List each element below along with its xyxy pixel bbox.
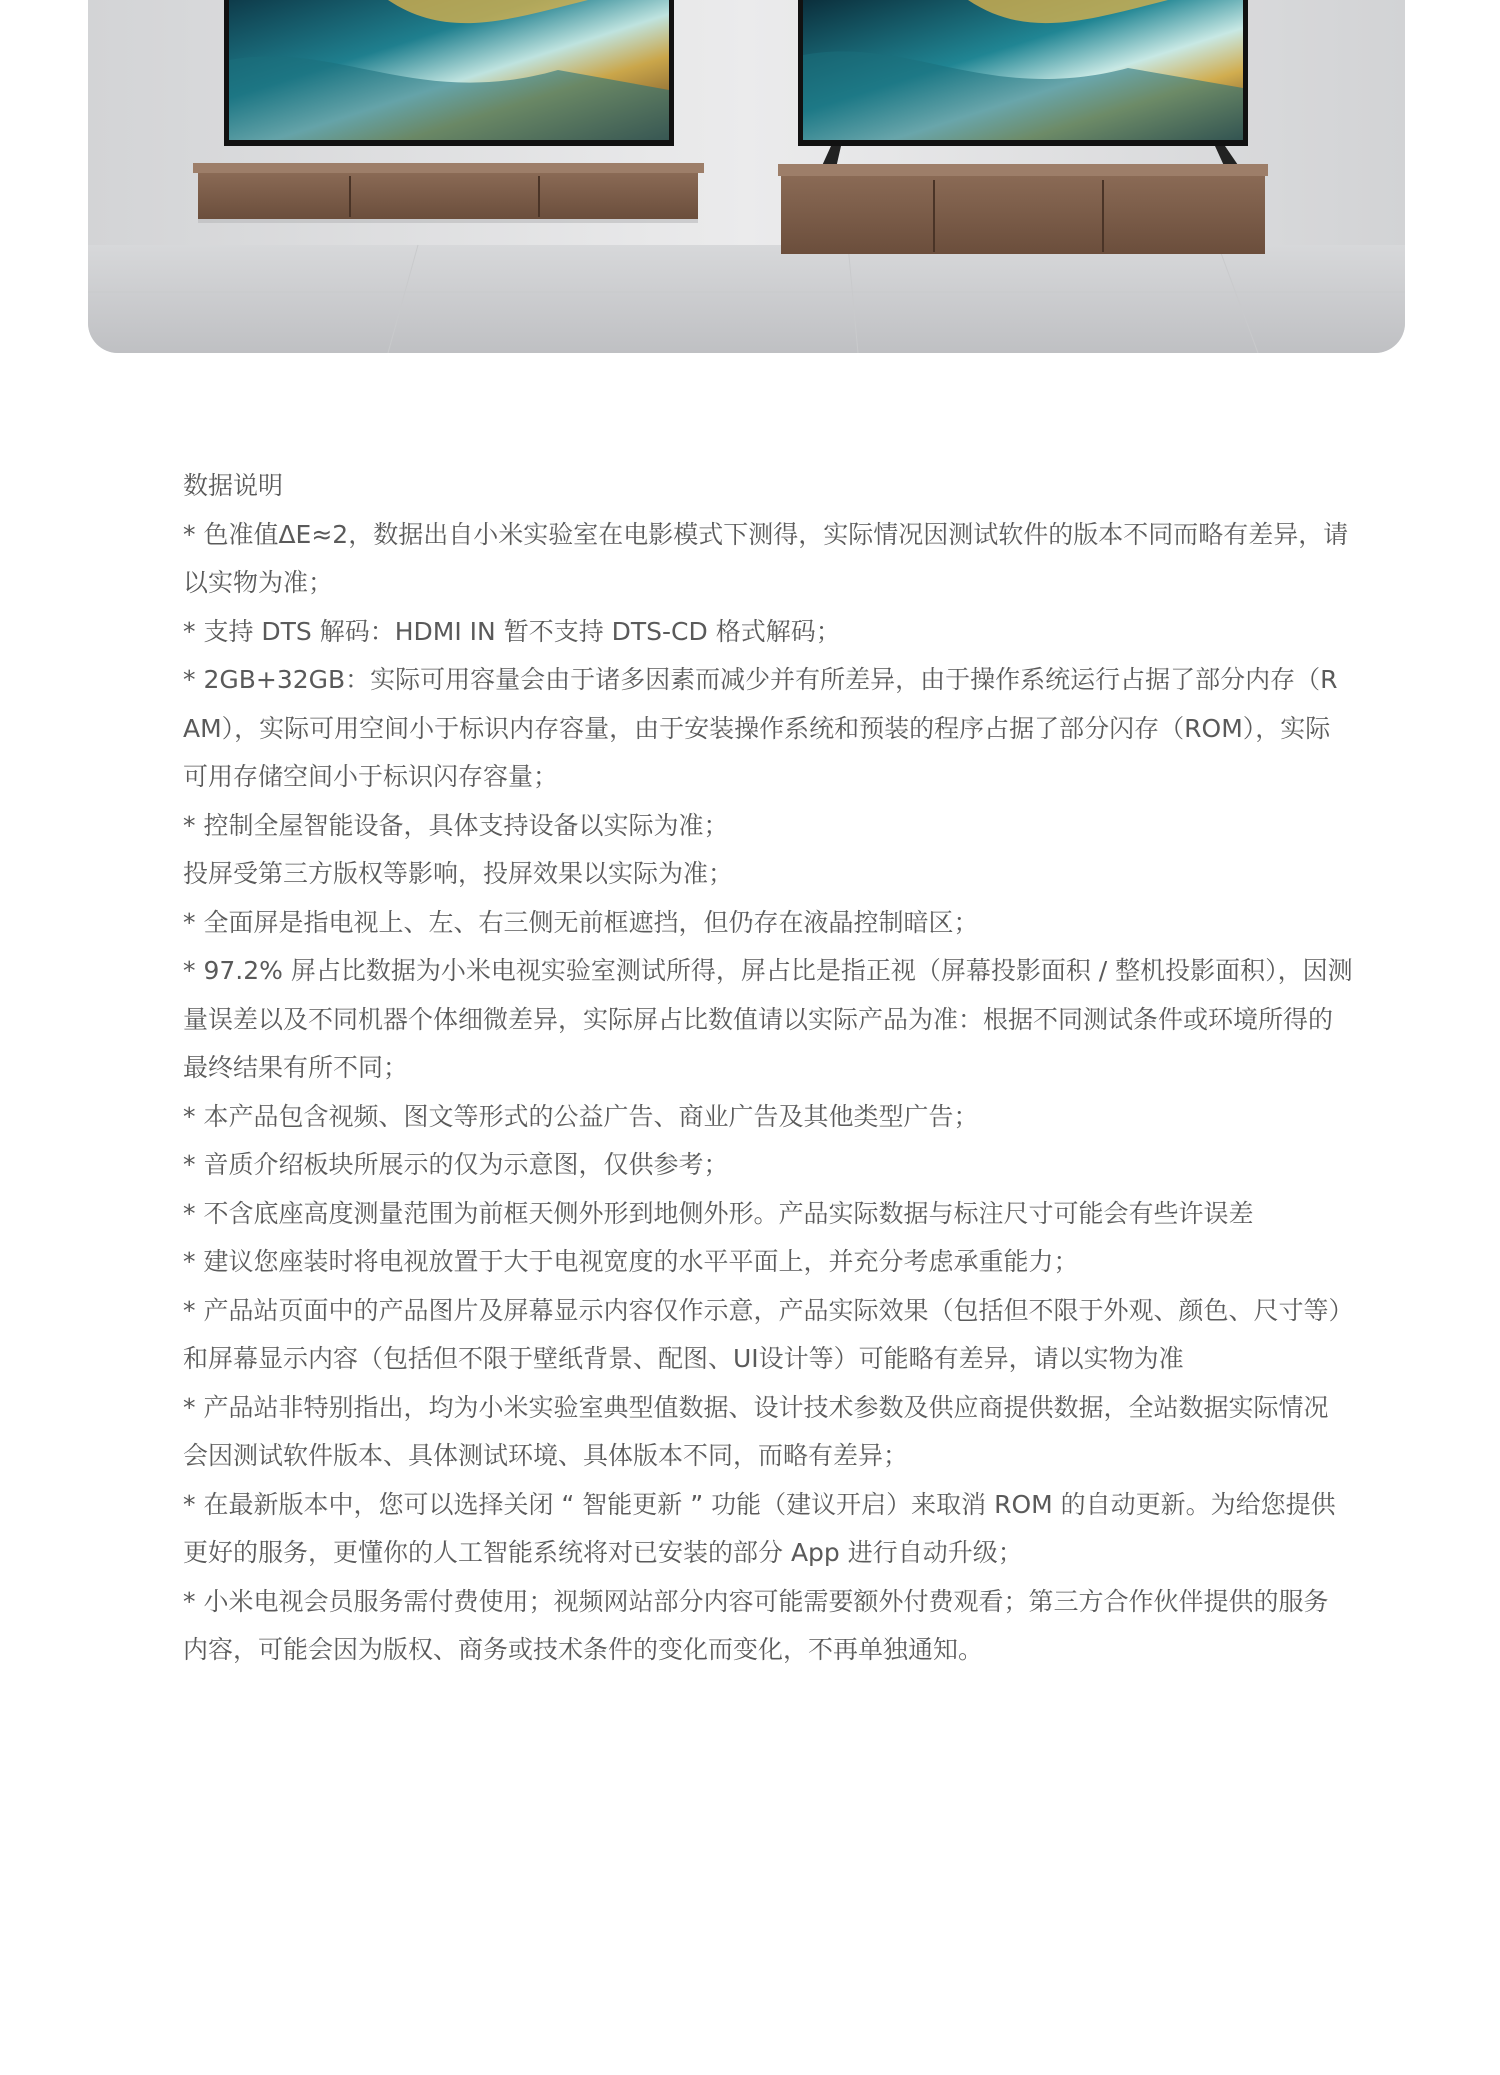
product-hero-image: [88, 0, 1405, 353]
note-item: * 2GB+32GB：实际可用容量会由于诸多因素而减少并有所差异，由于操作系统运行占据了部分内存（RAM），实际可用空间小于标识内存容量，由于安装操作系统和预装的程序占据了部分闪存（ROM），实际可用存储空间小于标识闪存容量；: [183, 665, 1338, 791]
note-item: * 小米电视会员服务需付费使用；视频网站部分内容可能需要额外付费观看；第三方合作伙伴提供的服务内容，可能会因为版权、商务或技术条件的变化而变化，不再单独通知。: [183, 1586, 1329, 1664]
note-item: * 97.2% 屏占比数据为小米电视实验室测试所得，屏占比是指正视（屏幕投影面积 / 整机投影面积），因测量误差以及不同机器个体细微差异，实际屏占比数值请以实际产品为准：根据不同测试条件或环境所得的最终结果有所不同；: [183, 956, 1353, 1082]
note-item: * 产品站非特别指出，均为小米实验室典型值数据、设计技术参数及供应商提供数据，全站数据实际情况会因测试软件版本、具体测试环境、具体版本不同，而略有差异；: [183, 1392, 1329, 1470]
note-item: * 本产品包含视频、图文等形式的公益广告、商业广告及其他类型广告；: [183, 1101, 979, 1131]
note-item: * 建议您座装时将电视放置于大于电视宽度的水平平面上，并充分考虑承重能力；: [183, 1247, 1079, 1276]
note-item: * 色准值ΔE≈2，数据出自小米实验室在电影模式下测得，实际情况因测试软件的版本不同而略有差异，请以实物为准；: [183, 519, 1349, 597]
note-item: * 全面屏是指电视上、左、右三侧无前框遮挡，但仍存在液晶控制暗区；: [183, 907, 979, 937]
notes-list: [183, 511, 1353, 1675]
notes-title: 数据说明: [183, 471, 284, 500]
note-item: * 控制全屋智能设备，具体支持设备以实际为准；: [183, 810, 729, 840]
note-item: * 音质介绍板块所展示的仅为示意图，仅供参考；: [183, 1150, 729, 1179]
note-item: * 支持 DTS 解码：HDMI IN 暂不支持 DTS-CD 格式解码；: [183, 616, 841, 646]
note-item: * 产品站页面中的产品图片及屏幕显示内容仅作示意，产品实际效果（包括但不限于外观、颜色、尺寸等）和屏幕显示内容（包括但不限于壁纸背景、配图、UI设计等）可能略有差异，请以实物为准: [183, 1295, 1341, 1373]
note-item: 投屏受第三方版权等影响，投屏效果以实际为准；: [183, 859, 734, 888]
data-notes-section: [183, 462, 1353, 1675]
tv-scene-illustration: [88, 0, 1405, 353]
note-item: * 在最新版本中，您可以选择关闭 “ 智能更新 ” 功能（建议开启）来取消 ROM 的自动更新。为给您提供更好的服务，更懂你的人工智能系统将对已安装的部分 App 进行自动升级；: [183, 1489, 1336, 1567]
note-item: * 不含底座高度测量范围为前框天侧外形到地侧外形。产品实际数据与标注尺寸可能会有些许误差: [183, 1198, 1254, 1228]
